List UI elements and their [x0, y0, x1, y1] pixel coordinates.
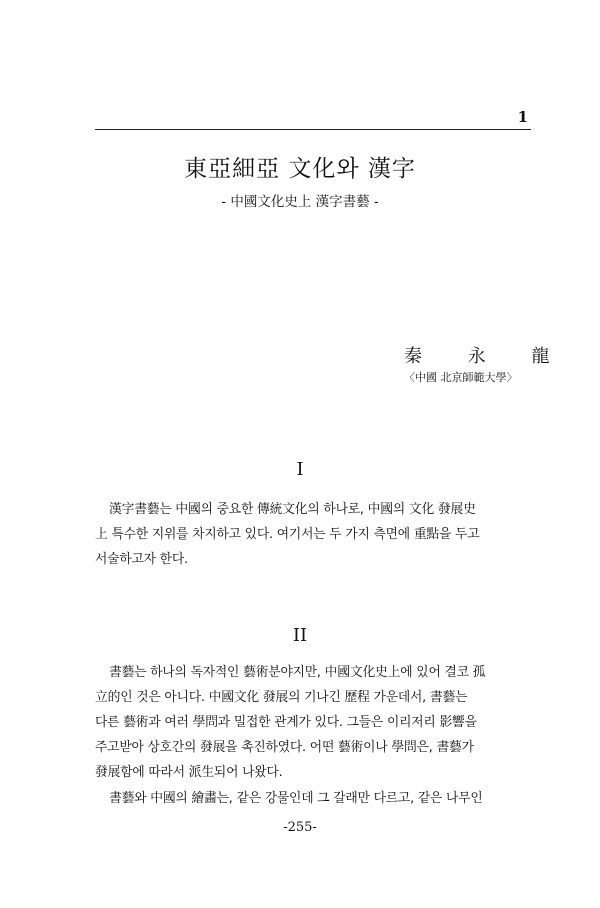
text-line: 서술하고자 한다. — [95, 552, 188, 567]
text-line: 立的인 것은 아니다. 中國文化 發展의 기나긴 歷程 가운데서, 書藝는 — [95, 690, 468, 705]
section-2-paragraph-2 — [95, 786, 531, 811]
header-page-marker: 1 — [517, 108, 528, 126]
text-line: 發展함에 따라서 派生되어 나왔다. — [95, 765, 283, 780]
text-line: 書藝와 中國의 繪畵는, 같은 강물인데 그 갈래만 다르고, 같은 나무인 — [109, 791, 483, 806]
header-rule — [95, 129, 531, 130]
text-line: 書藝는 하나의 독자적인 藝術분야지만, 中國文化史上에 있어 결코 孤 — [109, 665, 486, 680]
paper-title: 東亞細亞 文化와 漢字 — [184, 156, 416, 182]
section-2-paragraph-1 — [95, 660, 531, 785]
paper-subtitle: - 中國文化史上 漢字書藝 - — [221, 194, 379, 210]
page-number: -255- — [283, 820, 317, 835]
text-line: 다른 藝術과 여러 學問과 밀접한 관계가 있다. 그들은 이리저리 影響을 — [95, 715, 477, 730]
text-line: 주고받아 상호간의 發展을 촉진하였다. 어떤 藝術이나 學問은, 書藝가 — [95, 740, 474, 755]
text-line: 漢字書藝는 中國의 중요한 傳統文化의 하나로, 中國의 文化 發展史 — [109, 502, 476, 517]
author-affiliation: 〈中國 北京師範大學〉 — [404, 371, 518, 384]
section-heading-2: II — [292, 625, 308, 646]
section-heading-1: I — [296, 459, 304, 480]
text-line: 上 특수한 지위를 차지하고 있다. 여기서는 두 가지 측면에 重點을 두고 — [95, 527, 480, 542]
author-name: 秦 永 龍 — [404, 346, 570, 367]
section-1-paragraph-1 — [95, 497, 531, 572]
